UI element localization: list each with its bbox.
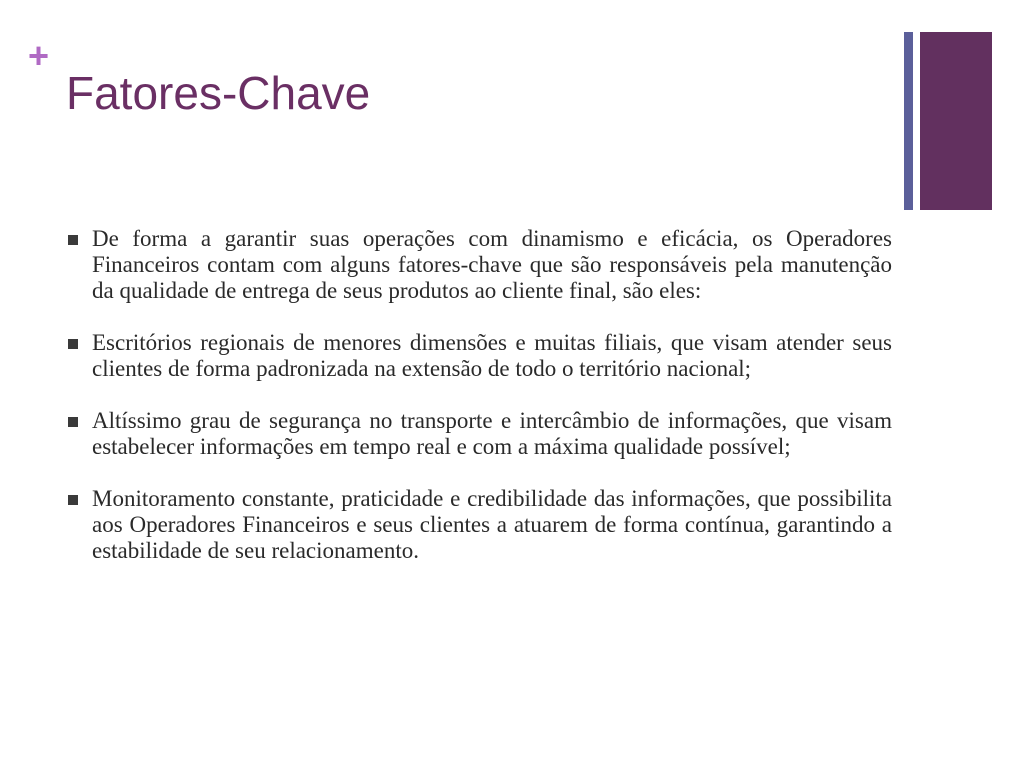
bullet-text: Altíssimo grau de segurança no transporte e intercâmbio de informações, que visam estabelecer informações em tempo real e com a máxima qualidade possível; [92, 408, 892, 459]
decorative-bar-thick [920, 32, 992, 210]
square-bullet-icon [68, 235, 78, 245]
slide-title: Fatores-Chave [66, 67, 371, 119]
decorative-bar-thin [904, 32, 913, 210]
bullet-text: De forma a garantir suas operações com dinamismo e eficácia, os Operadores Financeiros contam com alguns fatores-chave que são responsáveis pela manutenção da qualidade de entrega de seus produtos ao cliente final, são eles: [92, 226, 892, 303]
bullet-item [66, 486, 892, 564]
bullet-text: Escritórios regionais de menores dimensões e muitas filiais, que visam atender seus clientes de forma padronizada na extensão de todo o território nacional; [92, 330, 892, 381]
square-bullet-icon [68, 339, 78, 349]
bullet-item [66, 226, 892, 304]
bullet-item [66, 408, 892, 460]
bullet-item [66, 330, 892, 382]
square-bullet-icon [68, 495, 78, 505]
bullet-text: Monitoramento constante, praticidade e credibilidade das informações, que possibilita aos Operadores Financeiros e seus clientes a atuarem de forma contínua, garantindo a estabilidade de seu relacionamento. [92, 486, 892, 563]
square-bullet-icon [68, 417, 78, 427]
bullet-list [66, 226, 892, 590]
plus-icon: + [28, 35, 50, 76]
